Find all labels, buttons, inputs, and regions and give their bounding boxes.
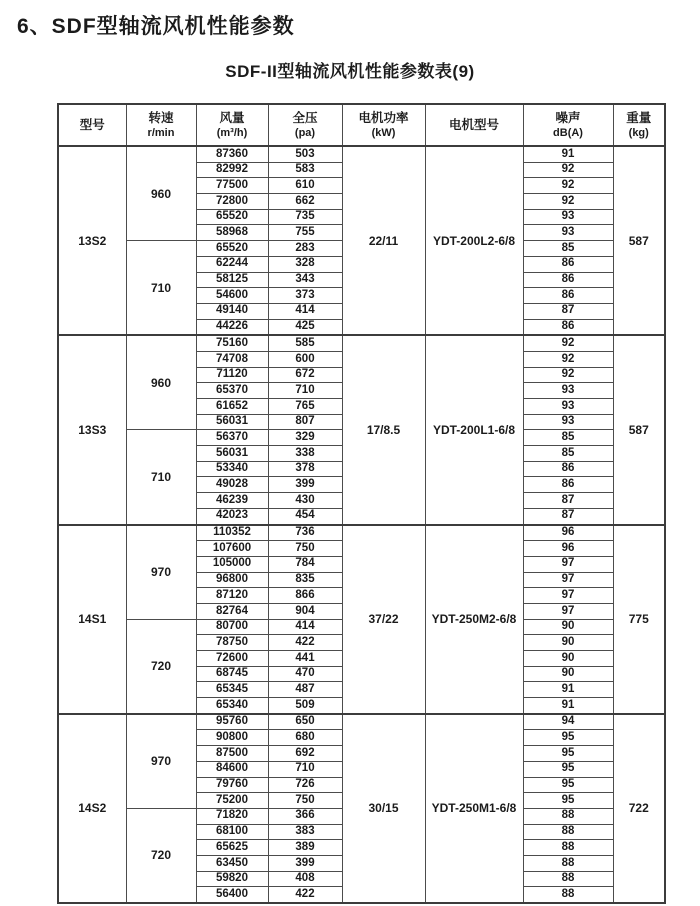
pressure-cell: 765 xyxy=(268,399,342,415)
pressure-cell: 503 xyxy=(268,146,342,162)
noise-cell: 97 xyxy=(523,556,613,572)
column-header-model xyxy=(58,104,126,146)
flow-cell: 68745 xyxy=(196,666,268,682)
noise-cell: 91 xyxy=(523,682,613,698)
flow-cell: 87500 xyxy=(196,746,268,762)
noise-cell: 92 xyxy=(523,194,613,210)
table-title: SDF-II型轴流风机性能参数表(9) xyxy=(225,62,475,81)
flow-cell: 65520 xyxy=(196,209,268,225)
motor-cell: YDT-200L1-6/8 xyxy=(425,335,523,524)
noise-cell: 96 xyxy=(523,541,613,557)
pressure-cell: 692 xyxy=(268,746,342,762)
flow-cell: 44226 xyxy=(196,319,268,335)
flow-cell: 65340 xyxy=(196,698,268,714)
pressure-cell: 366 xyxy=(268,808,342,824)
pressure-cell: 383 xyxy=(268,824,342,840)
pressure-cell: 750 xyxy=(268,793,342,809)
noise-cell: 86 xyxy=(523,319,613,335)
column-header-weight xyxy=(613,104,665,146)
pressure-cell: 422 xyxy=(268,887,342,903)
noise-cell: 87 xyxy=(523,508,613,524)
flow-cell: 65625 xyxy=(196,840,268,856)
noise-cell: 85 xyxy=(523,446,613,462)
noise-cell: 93 xyxy=(523,383,613,399)
flow-cell: 107600 xyxy=(196,541,268,557)
pressure-cell: 414 xyxy=(268,619,342,635)
pressure-cell: 755 xyxy=(268,225,342,241)
noise-cell: 95 xyxy=(523,777,613,793)
motor-cell: YDT-200L2-6/8 xyxy=(425,146,523,335)
noise-cell: 91 xyxy=(523,146,613,162)
noise-cell: 85 xyxy=(523,430,613,446)
noise-cell: 86 xyxy=(523,288,613,304)
flow-cell: 46239 xyxy=(196,493,268,509)
noise-cell: 91 xyxy=(523,698,613,714)
column-header-label: 风量 xyxy=(219,110,245,125)
flow-cell: 90800 xyxy=(196,730,268,746)
noise-cell: 92 xyxy=(523,178,613,194)
column-header-sublabel: (kg) xyxy=(628,126,649,139)
flow-cell: 95760 xyxy=(196,714,268,730)
noise-cell: 87 xyxy=(523,303,613,319)
noise-cell: 86 xyxy=(523,477,613,493)
pressure-cell: 399 xyxy=(268,855,342,871)
column-header-label: 转速 xyxy=(148,110,174,125)
noise-cell: 88 xyxy=(523,887,613,903)
speed-cell: 960 xyxy=(126,146,196,241)
motor-cell: YDT-250M1-6/8 xyxy=(425,714,523,903)
noise-cell: 86 xyxy=(523,272,613,288)
noise-cell: 86 xyxy=(523,256,613,272)
pressure-cell: 378 xyxy=(268,461,342,477)
flow-cell: 65520 xyxy=(196,241,268,257)
speed-cell: 710 xyxy=(126,241,196,336)
flow-cell: 53340 xyxy=(196,461,268,477)
flow-cell: 75200 xyxy=(196,793,268,809)
noise-cell: 88 xyxy=(523,871,613,887)
noise-cell: 90 xyxy=(523,635,613,651)
noise-cell: 95 xyxy=(523,793,613,809)
noise-cell: 97 xyxy=(523,572,613,588)
flow-cell: 63450 xyxy=(196,855,268,871)
noise-cell: 93 xyxy=(523,209,613,225)
flow-cell: 71820 xyxy=(196,808,268,824)
power-cell: 22/11 xyxy=(342,146,425,335)
column-header-sublabel: (kW) xyxy=(371,126,396,139)
pressure-cell: 736 xyxy=(268,525,342,541)
model-cell: 13S2 xyxy=(58,146,126,335)
pressure-cell: 408 xyxy=(268,871,342,887)
flow-cell: 87120 xyxy=(196,588,268,604)
noise-cell: 87 xyxy=(523,493,613,509)
motor-cell: YDT-250M2-6/8 xyxy=(425,525,523,714)
pressure-cell: 338 xyxy=(268,446,342,462)
column-header-label: 噪声 xyxy=(555,110,581,125)
pressure-cell: 329 xyxy=(268,430,342,446)
pressure-cell: 470 xyxy=(268,666,342,682)
pressure-cell: 583 xyxy=(268,162,342,178)
pressure-cell: 735 xyxy=(268,209,342,225)
pressure-cell: 750 xyxy=(268,541,342,557)
weight-cell: 722 xyxy=(613,714,665,903)
noise-cell: 92 xyxy=(523,367,613,383)
noise-cell: 92 xyxy=(523,162,613,178)
column-header-label: 全压 xyxy=(292,110,318,125)
table-row xyxy=(58,525,665,541)
power-cell: 17/8.5 xyxy=(342,335,425,524)
noise-cell: 96 xyxy=(523,525,613,541)
flow-cell: 56400 xyxy=(196,887,268,903)
pressure-cell: 389 xyxy=(268,840,342,856)
flow-cell: 68100 xyxy=(196,824,268,840)
flow-cell: 49140 xyxy=(196,303,268,319)
flow-cell: 56031 xyxy=(196,414,268,430)
pressure-cell: 399 xyxy=(268,477,342,493)
pressure-cell: 807 xyxy=(268,414,342,430)
page-title: 6、SDF型轴流风机性能参数 xyxy=(17,15,295,38)
column-header-noise xyxy=(523,104,613,146)
flow-cell: 56031 xyxy=(196,446,268,462)
pressure-cell: 726 xyxy=(268,777,342,793)
flow-cell: 105000 xyxy=(196,556,268,572)
column-header-pressure xyxy=(268,104,342,146)
flow-cell: 72800 xyxy=(196,194,268,210)
flow-cell: 74708 xyxy=(196,351,268,367)
table-row xyxy=(58,335,665,351)
flow-cell: 79760 xyxy=(196,777,268,793)
flow-cell: 82992 xyxy=(196,162,268,178)
pressure-cell: 430 xyxy=(268,493,342,509)
pressure-cell: 600 xyxy=(268,351,342,367)
table-row xyxy=(58,146,665,162)
noise-cell: 90 xyxy=(523,666,613,682)
pressure-cell: 422 xyxy=(268,635,342,651)
speed-cell: 720 xyxy=(126,808,196,903)
pressure-cell: 585 xyxy=(268,335,342,351)
column-header-sublabel: dB(A) xyxy=(553,126,583,139)
pressure-cell: 784 xyxy=(268,556,342,572)
pressure-cell: 454 xyxy=(268,508,342,524)
pressure-cell: 414 xyxy=(268,303,342,319)
pressure-cell: 650 xyxy=(268,714,342,730)
noise-cell: 88 xyxy=(523,824,613,840)
column-header-speed xyxy=(126,104,196,146)
column-header-sublabel: r/min xyxy=(147,126,175,139)
model-cell: 14S1 xyxy=(58,525,126,714)
flow-cell: 49028 xyxy=(196,477,268,493)
noise-cell: 93 xyxy=(523,225,613,241)
noise-cell: 97 xyxy=(523,603,613,619)
column-header-sublabel: (m³/h) xyxy=(216,126,248,139)
pressure-cell: 373 xyxy=(268,288,342,304)
flow-cell: 58968 xyxy=(196,225,268,241)
flow-cell: 56370 xyxy=(196,430,268,446)
header-row xyxy=(58,104,665,146)
speed-cell: 960 xyxy=(126,335,196,430)
fan-performance-table xyxy=(57,103,666,904)
speed-cell: 710 xyxy=(126,430,196,525)
noise-cell: 85 xyxy=(523,241,613,257)
flow-cell: 78750 xyxy=(196,635,268,651)
flow-cell: 58125 xyxy=(196,272,268,288)
weight-cell: 587 xyxy=(613,146,665,335)
pressure-cell: 710 xyxy=(268,383,342,399)
model-cell: 14S2 xyxy=(58,714,126,903)
flow-cell: 77500 xyxy=(196,178,268,194)
table-body xyxy=(58,146,665,903)
column-header-label: 电机功率 xyxy=(358,110,409,125)
flow-cell: 84600 xyxy=(196,761,268,777)
pressure-cell: 283 xyxy=(268,241,342,257)
noise-cell: 88 xyxy=(523,808,613,824)
noise-cell: 95 xyxy=(523,746,613,762)
pressure-cell: 680 xyxy=(268,730,342,746)
pressure-cell: 487 xyxy=(268,682,342,698)
pressure-cell: 343 xyxy=(268,272,342,288)
pressure-cell: 509 xyxy=(268,698,342,714)
noise-cell: 92 xyxy=(523,335,613,351)
pressure-cell: 662 xyxy=(268,194,342,210)
noise-cell: 90 xyxy=(523,651,613,667)
speed-cell: 970 xyxy=(126,714,196,809)
column-header-motor xyxy=(425,104,523,146)
noise-cell: 94 xyxy=(523,714,613,730)
flow-cell: 42023 xyxy=(196,508,268,524)
noise-cell: 95 xyxy=(523,730,613,746)
noise-cell: 86 xyxy=(523,461,613,477)
flow-cell: 62244 xyxy=(196,256,268,272)
pressure-cell: 672 xyxy=(268,367,342,383)
flow-cell: 61652 xyxy=(196,399,268,415)
noise-cell: 88 xyxy=(523,840,613,856)
noise-cell: 93 xyxy=(523,414,613,430)
noise-cell: 95 xyxy=(523,761,613,777)
column-header-label: 电机型号 xyxy=(448,117,499,132)
flow-cell: 80700 xyxy=(196,619,268,635)
table-header xyxy=(58,104,665,146)
pressure-cell: 904 xyxy=(268,603,342,619)
speed-cell: 970 xyxy=(126,525,196,620)
flow-cell: 72600 xyxy=(196,651,268,667)
flow-cell: 87360 xyxy=(196,146,268,162)
speed-cell: 720 xyxy=(126,619,196,714)
flow-cell: 75160 xyxy=(196,335,268,351)
pressure-cell: 835 xyxy=(268,572,342,588)
power-cell: 30/15 xyxy=(342,714,425,903)
pressure-cell: 328 xyxy=(268,256,342,272)
pressure-cell: 866 xyxy=(268,588,342,604)
weight-cell: 775 xyxy=(613,525,665,714)
column-header-label: 型号 xyxy=(79,117,105,132)
noise-cell: 92 xyxy=(523,351,613,367)
power-cell: 37/22 xyxy=(342,525,425,714)
pressure-cell: 441 xyxy=(268,651,342,667)
weight-cell: 587 xyxy=(613,335,665,524)
flow-cell: 54600 xyxy=(196,288,268,304)
noise-cell: 93 xyxy=(523,399,613,415)
flow-cell: 59820 xyxy=(196,871,268,887)
flow-cell: 71120 xyxy=(196,367,268,383)
flow-cell: 65370 xyxy=(196,383,268,399)
column-header-power xyxy=(342,104,425,146)
column-header-flow xyxy=(196,104,268,146)
table-row xyxy=(58,714,665,730)
pressure-cell: 710 xyxy=(268,761,342,777)
model-cell: 13S3 xyxy=(58,335,126,524)
flow-cell: 82764 xyxy=(196,603,268,619)
noise-cell: 88 xyxy=(523,855,613,871)
flow-cell: 96800 xyxy=(196,572,268,588)
pressure-cell: 425 xyxy=(268,319,342,335)
flow-cell: 110352 xyxy=(196,525,268,541)
column-header-label: 重量 xyxy=(626,110,652,125)
column-header-sublabel: (pa) xyxy=(294,126,316,139)
pressure-cell: 610 xyxy=(268,178,342,194)
noise-cell: 90 xyxy=(523,619,613,635)
noise-cell: 97 xyxy=(523,588,613,604)
flow-cell: 65345 xyxy=(196,682,268,698)
